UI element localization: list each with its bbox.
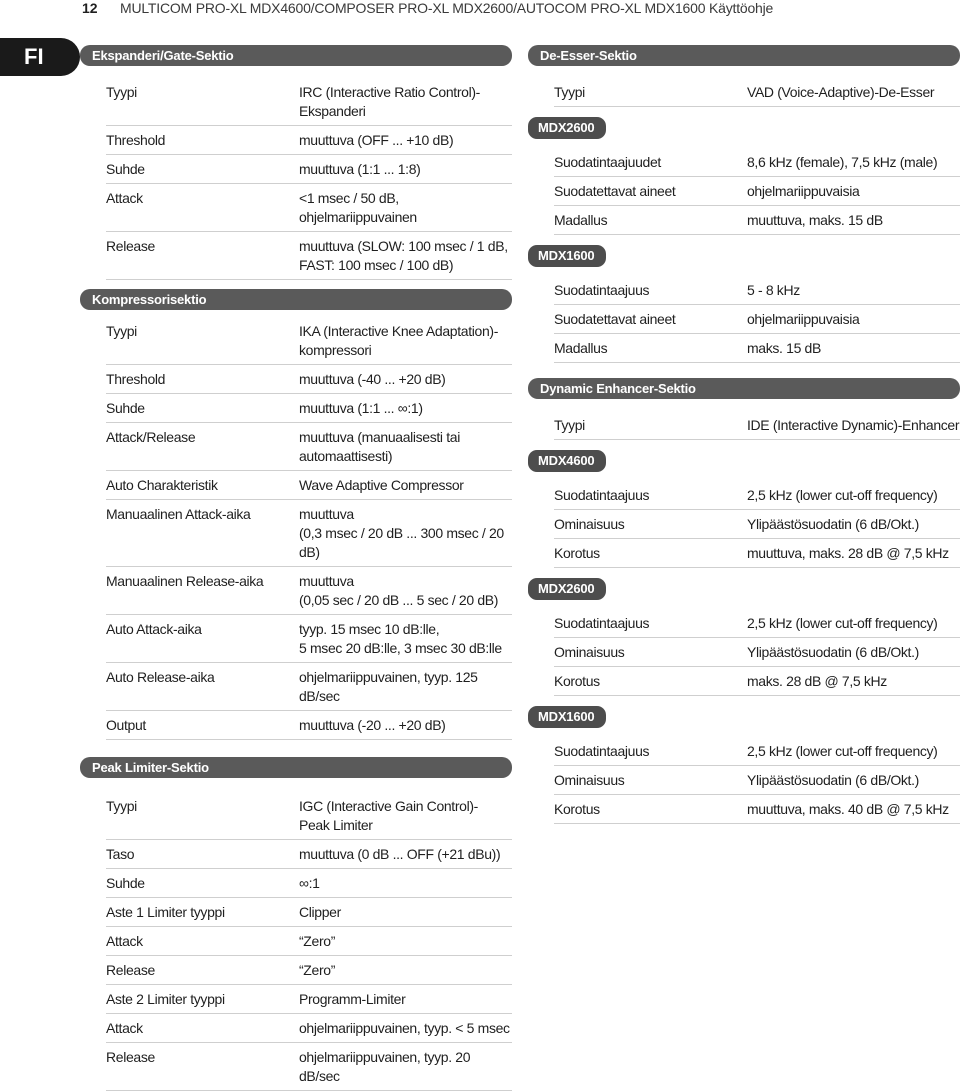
deesser-section-title: De-Esser-Sektio: [528, 45, 960, 66]
spec-row: [106, 927, 512, 956]
spec-row: [106, 869, 512, 898]
spec-label: Threshold: [106, 132, 166, 148]
spec-value: Clipper: [299, 904, 341, 920]
spec-row: [554, 609, 960, 638]
spec-label: Threshold: [106, 371, 166, 387]
spec-row: [554, 510, 960, 539]
model-badge: MDX1600: [528, 706, 606, 728]
spec-value: Wave Adaptive Compressor: [299, 477, 464, 493]
spec-label: Tyypi: [106, 84, 137, 100]
spec-row: [106, 615, 512, 663]
spec-label: Suodatintaajuus: [554, 743, 650, 759]
spec-value: muuttuva (1:1 ... ∞:1): [299, 400, 423, 416]
spec-label: Suodatettavat aineet: [554, 183, 676, 199]
spec-row: [106, 840, 512, 869]
spec-label: Suodatintaajuus: [554, 615, 650, 631]
spec-row: [106, 317, 512, 365]
spec-row: [106, 78, 512, 126]
model-spec-list: [528, 737, 960, 824]
spec-label: Attack/Release: [106, 429, 196, 445]
spec-value: IRC (Interactive Ratio Control)- Ekspanderi: [299, 84, 480, 119]
spec-value: “Zero”: [299, 933, 336, 949]
spec-value: IDE (Interactive Dynamic)-Enhancer: [747, 417, 960, 433]
spec-label: Taso: [106, 846, 135, 862]
spec-label: Suodatettavat aineet: [554, 311, 676, 327]
page-number: 12: [82, 0, 98, 16]
spec-value: IKA (Interactive Knee Adaptation)- kompressori: [299, 323, 499, 358]
expander-spec-list: [80, 78, 512, 280]
model-spec-list: [528, 481, 960, 568]
model-group: [528, 706, 960, 824]
document-title: MULTICOM PRO-XL MDX4600/COMPOSER PRO-XL MDX2600/AUTOCOM PRO-XL MDX1600 Käyttöohje: [120, 0, 774, 16]
spec-row: [106, 956, 512, 985]
spec-row: [554, 737, 960, 766]
spec-value: 2,5 kHz (lower cut-off frequency): [747, 487, 938, 503]
spec-label: Aste 1 Limiter tyyppi: [106, 904, 225, 920]
spec-label: Ominaisuus: [554, 516, 625, 532]
spec-label: Ominaisuus: [554, 772, 625, 788]
spec-label: Auto Attack-aika: [106, 621, 202, 637]
spec-value: <1 msec / 50 dB, ohjelmariippuvainen: [299, 190, 417, 225]
spec-label: Manuaalinen Attack-aika: [106, 506, 251, 522]
spec-label: Korotus: [554, 801, 600, 817]
spec-label: Suodatintaajuudet: [554, 154, 661, 170]
language-tab: FI: [0, 38, 80, 76]
spec-label: Suodatintaajuus: [554, 487, 650, 503]
spec-row: [106, 1043, 512, 1091]
spec-value: tyyp. 15 msec 10 dB:lle, 5 msec 20 dB:lle, 3 msec 30 dB:lle: [299, 621, 502, 656]
enhancer-block: [528, 411, 960, 824]
model-badge: MDX1600: [528, 245, 606, 267]
spec-row: [106, 471, 512, 500]
enhancer-section-title: Dynamic Enhancer-Sektio: [528, 378, 960, 399]
spec-label: Attack: [106, 190, 143, 206]
spec-row: [106, 365, 512, 394]
spec-row: [554, 539, 960, 568]
spec-row: [554, 795, 960, 824]
spec-label: Release: [106, 238, 155, 254]
spec-value: IGC (Interactive Gain Control)- Peak Limiter: [299, 798, 478, 833]
model-spec-list: [528, 609, 960, 696]
spec-row: [106, 567, 512, 615]
spec-label: Attack: [106, 1020, 143, 1036]
spec-value: ohjelmariippuvainen, tyyp. 20 dB/sec: [299, 1049, 471, 1084]
spec-row: [106, 394, 512, 423]
spec-row: [554, 766, 960, 795]
spec-row: [554, 638, 960, 667]
spec-value: ohjelmariippuvaisia: [747, 311, 860, 327]
spec-row: [106, 1014, 512, 1043]
limiter-section-title: Peak Limiter-Sektio: [80, 757, 512, 778]
spec-label: Tyypi: [106, 798, 137, 814]
spec-value: “Zero”: [299, 962, 336, 978]
spec-row: [554, 481, 960, 510]
spec-label: Auto Charakteristik: [106, 477, 218, 493]
model-group: [528, 245, 960, 363]
spec-row: [554, 334, 960, 363]
spec-row: [106, 126, 512, 155]
expander-section-title: Ekspanderi/Gate-Sektio: [80, 45, 512, 66]
spec-row: [554, 411, 960, 440]
spec-value: muuttuva (-40 ... +20 dB): [299, 371, 446, 387]
spec-label: Tyypi: [554, 84, 585, 100]
spec-value: Ylipäästösuodatin (6 dB/Okt.): [747, 772, 919, 788]
spec-value: muuttuva (SLOW: 100 msec / 1 dB, FAST: 100 msec / 100 dB): [299, 238, 508, 273]
spec-value: 5 - 8 kHz: [747, 282, 800, 298]
spec-value: ohjelmariippuvaisia: [747, 183, 860, 199]
spec-row: [554, 78, 960, 107]
spec-label: Ominaisuus: [554, 644, 625, 660]
model-group: [528, 117, 960, 235]
spec-row: [106, 500, 512, 567]
spec-value: 8,6 kHz (female), 7,5 kHz (male): [747, 154, 938, 170]
spec-value: 2,5 kHz (lower cut-off frequency): [747, 743, 938, 759]
spec-value: ∞:1: [299, 875, 320, 891]
spec-value: ohjelmariippuvainen, tyyp. < 5 msec: [299, 1020, 510, 1036]
spec-row: [554, 667, 960, 696]
spec-row: [554, 305, 960, 334]
deesser-block: [528, 78, 960, 363]
spec-label: Aste 2 Limiter tyyppi: [106, 991, 225, 1007]
spec-row: [106, 184, 512, 232]
spec-label: Suhde: [106, 400, 145, 416]
page-header: [0, 0, 960, 22]
model-group: [528, 450, 960, 568]
spec-value: muuttuva, maks. 40 dB @ 7,5 kHz: [747, 801, 949, 817]
spec-label: Release: [106, 962, 155, 978]
spec-value: muuttuva (-20 ... +20 dB): [299, 717, 446, 733]
spec-value: ohjelmariippuvainen, tyyp. 125 dB/sec: [299, 669, 478, 704]
spec-row: [554, 206, 960, 235]
limiter-spec-list: [80, 792, 512, 1091]
spec-value: Ylipäästösuodatin (6 dB/Okt.): [747, 516, 919, 532]
spec-label: Madallus: [554, 212, 608, 228]
spec-label: Auto Release-aika: [106, 669, 215, 685]
left-column: [80, 45, 512, 1091]
spec-label: Madallus: [554, 340, 608, 356]
spec-row: [106, 232, 512, 280]
compressor-spec-list: [80, 317, 512, 740]
spec-value: 2,5 kHz (lower cut-off frequency): [747, 615, 938, 631]
spec-label: Attack: [106, 933, 143, 949]
spec-label: Suhde: [106, 875, 145, 891]
model-badge: MDX2600: [528, 578, 606, 600]
spec-label: Korotus: [554, 673, 600, 689]
model-spec-list: [528, 276, 960, 363]
spec-row: [106, 792, 512, 840]
spec-value: Programm-Limiter: [299, 991, 406, 1007]
spec-row: [106, 663, 512, 711]
spec-label: Suodatintaajuus: [554, 282, 650, 298]
model-badge: MDX4600: [528, 450, 606, 472]
spec-label: Release: [106, 1049, 155, 1065]
spec-row: [106, 711, 512, 740]
spec-value: Ylipäästösuodatin (6 dB/Okt.): [747, 644, 919, 660]
spec-row: [554, 148, 960, 177]
right-column: [528, 45, 960, 824]
model-group: [528, 578, 960, 696]
spec-value: muuttuva (manuaalisesti tai automaattisesti): [299, 429, 460, 464]
spec-row: [106, 985, 512, 1014]
model-badge: MDX2600: [528, 117, 606, 139]
spec-value: muuttuva (0,05 sec / 20 dB ... 5 sec / 20 dB): [299, 573, 499, 608]
spec-label: Korotus: [554, 545, 600, 561]
spec-label: Manuaalinen Release-aika: [106, 573, 264, 589]
spec-value: VAD (Voice-Adaptive)-De-Esser: [747, 84, 935, 100]
spec-value: muuttuva (OFF ... +10 dB): [299, 132, 454, 148]
spec-value: muuttuva (0 dB ... OFF (+21 dBu)): [299, 846, 501, 862]
spec-value: muuttuva, maks. 15 dB: [747, 212, 883, 228]
spec-label: Output: [106, 717, 146, 733]
spec-row: [106, 898, 512, 927]
spec-row: [554, 177, 960, 206]
spec-label: Suhde: [106, 161, 145, 177]
spec-value: maks. 15 dB: [747, 340, 821, 356]
spec-label: Tyypi: [106, 323, 137, 339]
model-spec-list: [528, 148, 960, 235]
spec-value: muuttuva (0,3 msec / 20 dB ... 300 msec / 20 dB): [299, 506, 504, 560]
compressor-section-title: Kompressorisektio: [80, 289, 512, 310]
spec-label: Tyypi: [554, 417, 585, 433]
spec-row: [106, 155, 512, 184]
spec-value: muuttuva (1:1 ... 1:8): [299, 161, 421, 177]
spec-value: maks. 28 dB @ 7,5 kHz: [747, 673, 887, 689]
spec-value: muuttuva, maks. 28 dB @ 7,5 kHz: [747, 545, 949, 561]
spec-row: [106, 423, 512, 471]
spec-row: [554, 276, 960, 305]
